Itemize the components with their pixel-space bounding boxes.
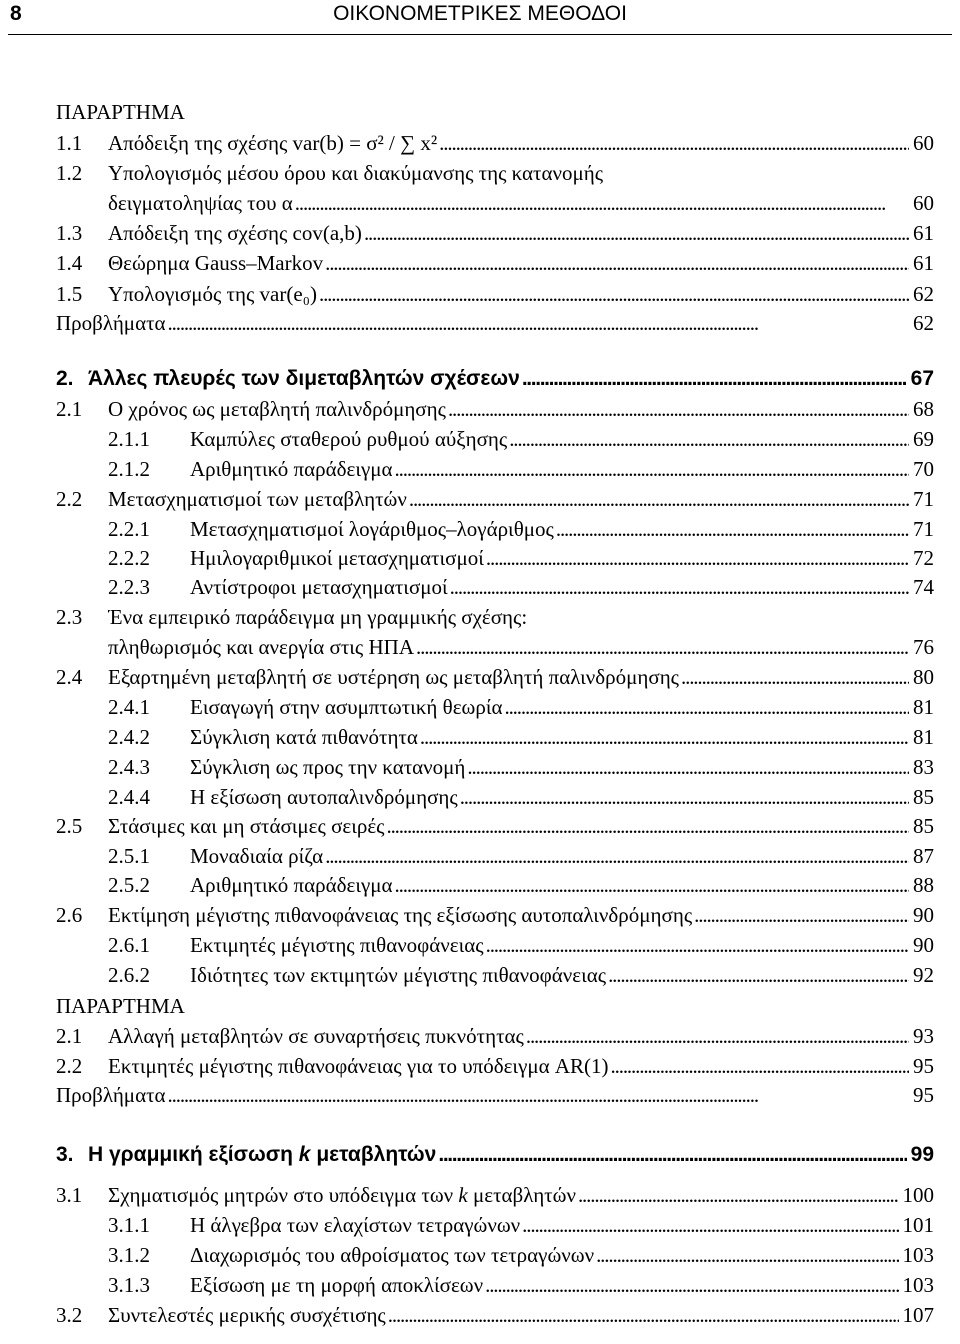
toc-entry[interactable] xyxy=(0,218,960,248)
toc-entry-title-text: Η εξίσωση αυτοπαλινδρόμησης xyxy=(190,785,458,809)
toc-entry-title xyxy=(108,662,679,692)
toc-entry-number: 2.4.2 xyxy=(108,725,150,749)
toc-entry-title xyxy=(108,248,323,278)
toc-entry-page-number: 74 xyxy=(913,575,934,599)
toc-entry-line xyxy=(108,188,934,218)
page-header xyxy=(0,0,960,40)
toc-entry-number: 2.1.1 xyxy=(108,427,150,451)
toc-entry-page-number: 88 xyxy=(913,873,934,897)
toc-entry[interactable] xyxy=(0,1180,960,1210)
toc-entry-line xyxy=(108,1051,934,1081)
toc-entry-number: 3.2 xyxy=(56,1303,83,1327)
toc-entry-page-number: 80 xyxy=(913,665,934,689)
toc-entry-title xyxy=(56,308,166,338)
toc-entry-page-number: 81 xyxy=(913,695,934,719)
toc-entry-title xyxy=(108,218,362,248)
toc-entry-title-text: Εξαρτημένη μεταβλητή σε υστέρηση ως μεταβλητή παλινδρόμησης xyxy=(108,665,679,689)
toc-entry-title-text: Η γραμμική εξίσωση xyxy=(88,1143,293,1166)
toc-entry-line xyxy=(190,752,934,782)
toc-entry-number: 2.5 xyxy=(56,814,83,838)
dot-leader xyxy=(323,248,909,278)
header-rule xyxy=(8,34,952,35)
toc-entry-title xyxy=(190,722,418,752)
toc-entry-title-tail: μεταβλητών xyxy=(316,1143,437,1166)
toc-entry-number: 2.5.2 xyxy=(108,873,150,897)
dot-leader xyxy=(465,752,909,782)
toc-entry-title-text: Υπολογισμός μέσου όρου και διακύμανσης της κατανομής xyxy=(108,161,604,185)
toc-entry[interactable] xyxy=(0,930,960,960)
toc-entry-title-text: Αριθμητικό παράδειγμα xyxy=(190,873,393,897)
toc-entry-title xyxy=(108,394,446,424)
toc-entry-line xyxy=(190,930,934,960)
toc-entry-page-number: 101 xyxy=(902,1213,934,1237)
toc-entry[interactable] xyxy=(0,394,960,424)
toc-entry-line xyxy=(190,841,934,871)
dot-leader xyxy=(166,308,909,338)
dot-leader xyxy=(576,1180,899,1210)
toc-entry-title xyxy=(108,158,603,188)
toc-entry-title-text: Υπολογισμός της xyxy=(108,282,255,306)
dot-leader xyxy=(384,811,909,841)
toc-entry-title xyxy=(108,602,527,632)
toc-entry[interactable] xyxy=(0,1300,960,1330)
toc-entry-title-text: Ο χρόνος ως μεταβλητή παλινδρόμησης xyxy=(108,397,446,421)
running-title: ΟΙΚΟΝΟΜΕΤΡΙΚΕΣ ΜΕΘΟΔΟΙ xyxy=(333,2,627,25)
toc-entry-page-number: 72 xyxy=(913,546,934,570)
dot-leader xyxy=(679,662,909,692)
toc-entry-title-text: Εκτιμητές μέγιστης πιθανοφάνειας xyxy=(190,933,484,957)
toc-entry-title xyxy=(108,188,293,218)
toc-entry-title-text: πληθωρισμός και ανεργία στις ΗΠΑ xyxy=(108,635,414,659)
toc-entry-number: 2.2 xyxy=(56,487,83,511)
toc-entry-title xyxy=(190,870,393,900)
dot-leader xyxy=(437,128,909,158)
toc-entry-page-number: 103 xyxy=(902,1243,934,1267)
toc-entry-number: 2.1.2 xyxy=(108,457,150,481)
toc-entry[interactable] xyxy=(0,543,960,573)
toc-entry[interactable] xyxy=(0,248,960,278)
toc-entry-title xyxy=(190,930,484,960)
toc-entry-number: 2.2.3 xyxy=(108,575,150,599)
toc-entry-title-text: Εισαγωγή στην ασυμπτωτική θεωρία xyxy=(190,695,503,719)
toc-entry-number: 2. xyxy=(56,367,74,390)
toc-entry-title xyxy=(108,1021,524,1051)
toc-entry-line xyxy=(190,572,934,602)
toc-entry-title-text: Ιδιότητες των εκτιμητών μέγιστης πιθανοφάνειας xyxy=(190,963,607,987)
toc-entry[interactable] xyxy=(0,752,960,782)
toc-entry-line xyxy=(190,1240,934,1270)
toc-entry-page-number: 95 xyxy=(913,1054,934,1078)
dot-leader xyxy=(692,900,909,930)
toc-entry-page-number: 71 xyxy=(913,487,934,511)
toc-entry-page-number: 62 xyxy=(913,311,934,335)
toc-entry[interactable] xyxy=(0,158,960,188)
toc-entry-page-number: 69 xyxy=(913,427,934,451)
dot-leader xyxy=(520,1210,898,1240)
dot-leader xyxy=(407,484,909,514)
toc-entry-title xyxy=(88,364,520,394)
dot-leader xyxy=(446,394,909,424)
toc-entry-number: 2.1 xyxy=(56,1024,83,1048)
toc-entry[interactable] xyxy=(0,364,960,394)
toc-entry-number: 3.1.3 xyxy=(108,1273,150,1297)
toc-entry[interactable] xyxy=(0,870,960,900)
toc-entry-line xyxy=(108,394,934,424)
toc-entry-number: 2.2 xyxy=(56,1054,83,1078)
toc-entry-title xyxy=(190,692,502,722)
toc-entry-number: 2.4.1 xyxy=(108,695,150,719)
toc-entry[interactable] xyxy=(0,960,960,990)
toc-entry-formula: var(b) = σ² / ∑ x² xyxy=(292,131,438,155)
dot-leader xyxy=(484,543,909,573)
toc-entry-line xyxy=(190,870,934,900)
toc-entry-title xyxy=(108,632,414,662)
toc-entry-number: 2.5.1 xyxy=(108,844,150,868)
toc-entry-line xyxy=(190,1210,934,1240)
toc-entry[interactable] xyxy=(0,1140,960,1170)
toc-entry-page-number: 81 xyxy=(913,725,934,749)
toc-entry-title xyxy=(190,543,484,573)
toc-entry-page-number: 100 xyxy=(902,1183,934,1207)
toc-entry[interactable] xyxy=(0,188,960,218)
toc-entry[interactable] xyxy=(0,811,960,841)
page-number: 8 xyxy=(10,2,22,25)
dot-leader xyxy=(609,1051,909,1081)
toc-entry-line xyxy=(190,1270,934,1300)
toc-entry-title-text: Εκτίμηση μέγιστης πιθανοφάνειας της εξίσωσης αυτοπαλινδρόμησης xyxy=(108,903,693,927)
toc-entry[interactable] xyxy=(0,454,960,484)
toc-entry[interactable] xyxy=(0,424,960,454)
toc-entry-page-number: 107 xyxy=(902,1303,934,1327)
toc-entry-number: 1.2 xyxy=(56,161,83,185)
toc-entry-page-number: 87 xyxy=(913,844,934,868)
toc-entry-italic-variable: k xyxy=(458,1183,468,1207)
toc-entry-title xyxy=(190,752,465,782)
toc-entry-page-number: 85 xyxy=(913,814,934,838)
dot-leader xyxy=(594,1240,898,1270)
toc-entry-title xyxy=(190,424,507,454)
toc-entry-page-number: 95 xyxy=(913,1083,934,1107)
toc-entry[interactable] xyxy=(0,632,960,662)
dot-leader xyxy=(293,188,909,218)
toc-entry-number: 3. xyxy=(56,1143,74,1166)
toc-entry-title xyxy=(108,1300,386,1330)
toc-entry-title-text: Απόδειξη της σχέσης xyxy=(108,131,288,155)
toc-entry-number: 2.6.1 xyxy=(108,933,150,957)
toc-entry-page-number: 85 xyxy=(913,785,934,809)
dot-leader xyxy=(386,1300,899,1330)
toc-entry[interactable] xyxy=(0,279,960,309)
toc-entry-line xyxy=(56,97,934,127)
toc-entry-title-text: Θεώρημα Gauss–Markov xyxy=(108,251,324,275)
toc-entry[interactable] xyxy=(0,1051,960,1081)
toc-entry-number: 3.1.2 xyxy=(108,1243,150,1267)
toc-entry-number: 2.6.2 xyxy=(108,963,150,987)
toc-entry-page-number: 83 xyxy=(913,755,934,779)
toc-entry-page-number: 70 xyxy=(913,457,934,481)
toc-entry-line xyxy=(190,782,934,812)
toc-entry[interactable] xyxy=(0,991,960,1021)
toc-entry-line xyxy=(108,128,934,158)
dot-leader xyxy=(436,1140,906,1170)
toc-entry-line xyxy=(190,960,934,990)
toc-entry-title-text: Σύγκλιση κατά πιθανότητα xyxy=(190,725,418,749)
toc-entry-title-text: Μοναδιαία ρίζα xyxy=(190,844,324,868)
toc-entry-title-text: Η άλγεβρα των ελαχίστων τετραγώνων xyxy=(190,1213,521,1237)
toc-entry[interactable] xyxy=(0,782,960,812)
toc-entry[interactable] xyxy=(0,97,960,127)
toc-entry-line xyxy=(108,900,934,930)
toc-entry-title-text: Άλλες πλευρές των διμεταβλητών σχέσεων xyxy=(88,367,520,390)
toc-entry-title-text: Σχηματισμός μητρών στο υπόδειγμα των xyxy=(108,1183,454,1207)
toc-entry-title xyxy=(190,572,448,602)
toc-entry-title-text: Μετασχηματισμοί λογάριθμος–λογάριθμος xyxy=(190,517,554,541)
dot-leader xyxy=(483,1270,898,1300)
dot-leader xyxy=(484,930,909,960)
dot-leader xyxy=(448,572,909,602)
toc-entry-title-text: ΠΑΡΑΡΤΗΜΑ xyxy=(56,100,185,124)
toc-entry-number: 2.4.4 xyxy=(108,785,150,809)
dot-leader xyxy=(502,692,909,722)
dot-leader xyxy=(507,424,909,454)
toc-entry-title xyxy=(190,514,554,544)
toc-entry-line xyxy=(108,279,934,309)
toc-entry-line xyxy=(190,424,934,454)
toc-entry-title xyxy=(108,128,437,158)
toc-entry[interactable] xyxy=(0,1240,960,1270)
toc-entry-line xyxy=(190,514,934,544)
toc-entry-title-text: Εκτιμητές μέγιστης πιθανοφάνειας για το υπόδειγμα AR(1) xyxy=(108,1054,609,1078)
toc-entry-title xyxy=(56,1080,166,1110)
toc-entry-title-text: Ημιλογαριθμικοί μετασχηματισμοί xyxy=(190,546,484,570)
dot-leader xyxy=(393,870,909,900)
toc-entry-line xyxy=(88,364,934,394)
dot-leader xyxy=(317,279,909,309)
toc-entry-line xyxy=(108,484,934,514)
toc-entry-title-text: Διαχωρισμός του αθροίσματος των τετραγώνων xyxy=(190,1243,595,1267)
toc-entry-line xyxy=(190,692,934,722)
toc-entry-number: 1.4 xyxy=(56,251,83,275)
toc-entry-number: 2.3 xyxy=(56,605,83,629)
toc-entry-formula: cov(a,b) xyxy=(292,221,362,245)
toc-entry[interactable] xyxy=(0,900,960,930)
toc-entry-page-number: 71 xyxy=(913,517,934,541)
toc-entry-line xyxy=(56,991,934,1021)
toc-entry-title xyxy=(88,1140,436,1170)
toc-entry-title xyxy=(56,97,185,127)
toc-entry-number: 3.1.1 xyxy=(108,1213,150,1237)
toc-entry-number: 2.2.1 xyxy=(108,517,150,541)
toc-entry-title-text: ΠΑΡΑΡΤΗΜΑ xyxy=(56,994,185,1018)
toc-entry-page-number: 99 xyxy=(910,1143,934,1166)
toc-entry-page-number: 76 xyxy=(913,635,934,659)
toc-entry-title-text: Μετασχηματισμοί των μεταβλητών xyxy=(108,487,407,511)
toc-entry-number: 2.1 xyxy=(56,397,83,421)
toc-entry[interactable] xyxy=(0,692,960,722)
toc-entry-line xyxy=(108,248,934,278)
toc-entry-title xyxy=(108,1051,609,1081)
toc-entry-page-number: 90 xyxy=(913,933,934,957)
toc-entry-title xyxy=(190,1240,594,1270)
toc-entry-title xyxy=(108,484,407,514)
toc-entry[interactable] xyxy=(0,572,960,602)
toc-entry[interactable] xyxy=(0,662,960,692)
toc-entry-title-text: Αντίστροφοι μετασχηματισμοί xyxy=(190,575,448,599)
toc-entry-line xyxy=(190,722,934,752)
toc-entry-number: 1.5 xyxy=(56,282,83,306)
toc-entry-page-number: 61 xyxy=(913,251,934,275)
toc-entry-number: 1.1 xyxy=(56,131,83,155)
toc-entry-line xyxy=(108,1300,934,1330)
toc-entry[interactable] xyxy=(0,514,960,544)
toc-entry-title xyxy=(190,1270,483,1300)
toc-entry-title-text: Απόδειξη της σχέσης xyxy=(108,221,288,245)
toc-entry-title xyxy=(108,1180,576,1210)
toc-entry-formula: var(e₀) xyxy=(259,282,317,306)
toc-entry-line xyxy=(190,543,934,573)
dot-leader xyxy=(520,364,907,394)
toc-entry-title-text: Στάσιμες και μη στάσιμες σειρές xyxy=(108,814,385,838)
toc-entry-page-number: 93 xyxy=(913,1024,934,1048)
toc-entry-page-number: 90 xyxy=(913,903,934,927)
toc-entry-title xyxy=(190,1210,520,1240)
toc-entry-title-text: Αλλαγή μεταβλητών σε συναρτήσεις πυκνότητας xyxy=(108,1024,524,1048)
toc-entry-line xyxy=(190,454,934,484)
toc-entry-page-number: 67 xyxy=(910,367,934,390)
toc-entry-title-text: Ένα εμπειρικό παράδειγμα μη γραμμικής σχέσης: xyxy=(108,605,528,629)
toc-entry-title xyxy=(108,279,317,309)
toc-entry-line xyxy=(108,632,934,662)
toc-entry-title xyxy=(108,900,692,930)
toc-entry-title-text: Προβλήματα xyxy=(56,311,166,335)
toc-entry-title-text: Προβλήματα xyxy=(56,1083,166,1107)
toc-entry-page-number: 62 xyxy=(913,282,934,306)
toc-entry-title-text: Αριθμητικό παράδειγμα xyxy=(190,457,393,481)
toc-entry-line xyxy=(108,602,934,632)
toc-entry-title-text: Σύγκλιση ως προς την κατανομή xyxy=(190,755,466,779)
toc-entry-title-text: Εξίσωση με τη μορφή αποκλίσεων xyxy=(190,1273,484,1297)
toc-entry-line xyxy=(108,218,934,248)
toc-entry[interactable] xyxy=(0,722,960,752)
dot-leader xyxy=(606,960,909,990)
toc-entry-title-tail: μεταβλητών xyxy=(473,1183,576,1207)
dot-leader xyxy=(166,1080,909,1110)
dot-leader xyxy=(524,1021,909,1051)
dot-leader xyxy=(323,841,909,871)
dot-leader xyxy=(458,782,909,812)
toc-entry-title-text: δειγματοληψίας του α xyxy=(108,191,293,215)
toc-entry-page-number: 60 xyxy=(913,191,934,215)
toc-entry-title xyxy=(108,811,384,841)
toc-entry-title xyxy=(190,454,393,484)
toc-entry[interactable] xyxy=(0,1210,960,1240)
toc-entry[interactable] xyxy=(0,1021,960,1051)
toc-entry-line xyxy=(108,811,934,841)
toc-entry-number: 2.4 xyxy=(56,665,83,689)
dot-leader xyxy=(362,218,909,248)
toc-entry-line xyxy=(88,1140,934,1170)
toc-entry-number: 3.1 xyxy=(56,1183,83,1207)
toc-entry-line xyxy=(108,662,934,692)
toc-entry-page-number: 68 xyxy=(913,397,934,421)
dot-leader xyxy=(414,632,909,662)
toc-entry-line xyxy=(56,1080,934,1110)
toc-entry-number: 2.4.3 xyxy=(108,755,150,779)
dot-leader xyxy=(393,454,909,484)
toc-entry-page-number: 103 xyxy=(902,1273,934,1297)
toc-entry[interactable] xyxy=(0,484,960,514)
toc-entry[interactable] xyxy=(0,128,960,158)
dot-leader xyxy=(418,722,909,752)
toc-entry-page-number: 60 xyxy=(913,131,934,155)
toc-entry-title xyxy=(190,841,323,871)
toc-entry-title xyxy=(190,960,606,990)
dot-leader xyxy=(554,514,909,544)
toc-entry-number: 2.6 xyxy=(56,903,83,927)
toc-entry[interactable] xyxy=(0,602,960,632)
toc-entry[interactable] xyxy=(0,308,960,338)
toc-entry-page-number: 61 xyxy=(913,221,934,245)
toc-entry-number: 1.3 xyxy=(56,221,83,245)
toc-entry-title xyxy=(190,782,458,812)
toc-entry-italic-variable: k xyxy=(298,1143,311,1166)
toc-entry-line xyxy=(108,1180,934,1210)
toc-entry-line xyxy=(108,158,934,188)
toc-entry[interactable] xyxy=(0,1080,960,1110)
toc-entry-title xyxy=(56,991,185,1021)
toc-entry-title-text: Καμπύλες σταθερού ρυθμού αύξησης xyxy=(190,427,508,451)
toc-entry[interactable] xyxy=(0,1270,960,1300)
toc-entry-title-text: Συντελεστές μερικής συσχέτισης xyxy=(108,1303,386,1327)
toc-entry-line xyxy=(108,1021,934,1051)
toc-entry-line xyxy=(56,308,934,338)
toc-entry-page-number: 92 xyxy=(913,963,934,987)
toc-entry[interactable] xyxy=(0,841,960,871)
toc-entry-number: 2.2.2 xyxy=(108,546,150,570)
